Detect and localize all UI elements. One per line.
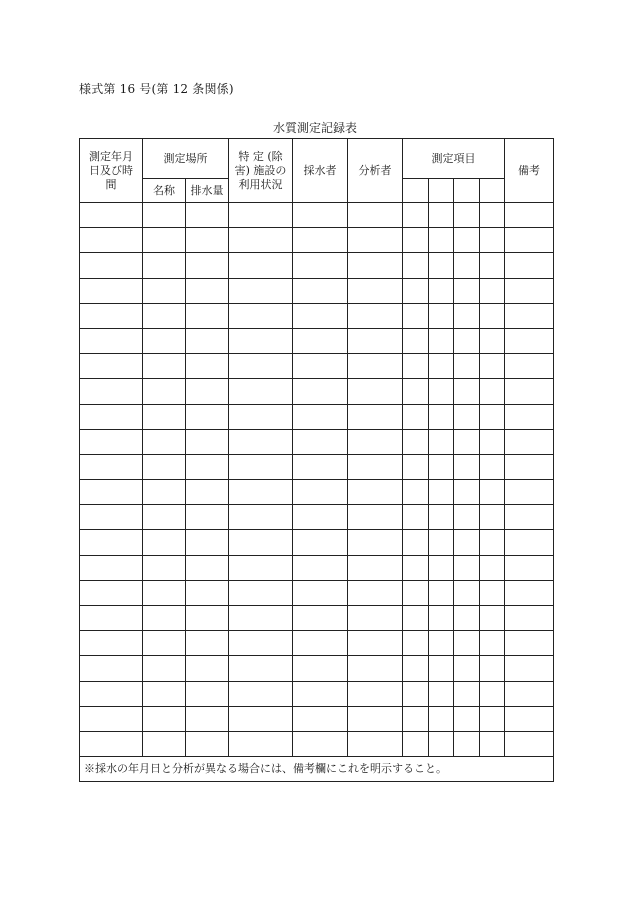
table-row [80, 278, 554, 303]
table-cell[interactable] [293, 253, 348, 278]
table-cell[interactable] [403, 480, 429, 505]
table-row [80, 454, 554, 479]
table-cell[interactable] [454, 731, 480, 756]
table-cell[interactable] [143, 278, 186, 303]
table-cell[interactable] [293, 429, 348, 454]
table-cell[interactable] [429, 429, 454, 454]
table-cell[interactable] [229, 253, 293, 278]
table-cell[interactable] [293, 606, 348, 631]
table-cell[interactable] [186, 404, 229, 429]
table-cell[interactable] [505, 303, 554, 328]
table-cell[interactable] [505, 530, 554, 555]
table-cell[interactable] [454, 631, 480, 656]
table-cell[interactable] [143, 253, 186, 278]
table-cell[interactable] [229, 505, 293, 530]
table-cell[interactable] [80, 555, 143, 580]
table-cell[interactable] [348, 731, 403, 756]
table-cell[interactable] [505, 203, 554, 228]
table-cell[interactable] [186, 429, 229, 454]
table-row [80, 203, 554, 228]
table-cell[interactable] [480, 505, 505, 530]
table-cell[interactable] [480, 731, 505, 756]
table-cell[interactable] [505, 253, 554, 278]
table-cell[interactable] [229, 656, 293, 681]
table-cell[interactable] [454, 530, 480, 555]
table-cell[interactable] [80, 530, 143, 555]
table-row [80, 606, 554, 631]
table-cell[interactable] [454, 228, 480, 253]
table-cell[interactable] [80, 681, 143, 706]
table-cell[interactable] [229, 555, 293, 580]
table-cell[interactable] [480, 631, 505, 656]
table-cell[interactable] [348, 429, 403, 454]
table-cell[interactable] [293, 580, 348, 605]
table-cell[interactable] [348, 404, 403, 429]
table-cell[interactable] [80, 656, 143, 681]
table-cell[interactable] [143, 656, 186, 681]
header-remarks: 備考 [505, 139, 554, 203]
table-cell[interactable] [186, 278, 229, 303]
table-cell[interactable] [348, 303, 403, 328]
table-cell[interactable] [429, 706, 454, 731]
table-cell[interactable] [348, 555, 403, 580]
table-cell[interactable] [293, 555, 348, 580]
table-cell[interactable] [505, 505, 554, 530]
table-cell[interactable] [403, 228, 429, 253]
table-cell[interactable] [505, 429, 554, 454]
table-cell[interactable] [403, 681, 429, 706]
header-items: 測定項目 [403, 139, 505, 179]
table-cell[interactable] [480, 706, 505, 731]
table-cell[interactable] [403, 606, 429, 631]
table-cell[interactable] [403, 580, 429, 605]
table-cell[interactable] [403, 454, 429, 479]
table-cell[interactable] [429, 731, 454, 756]
table-row [80, 706, 554, 731]
table-cell[interactable] [505, 606, 554, 631]
table-cell[interactable] [403, 731, 429, 756]
table-cell[interactable] [505, 404, 554, 429]
table-cell[interactable] [143, 580, 186, 605]
table-cell[interactable] [143, 480, 186, 505]
table-cell[interactable] [505, 454, 554, 479]
table-cell[interactable] [454, 253, 480, 278]
table-row [80, 379, 554, 404]
table-cell[interactable] [80, 606, 143, 631]
table-cell[interactable] [80, 228, 143, 253]
table-cell[interactable] [480, 656, 505, 681]
table-cell[interactable] [429, 454, 454, 479]
table-cell[interactable] [293, 354, 348, 379]
table-cell[interactable] [143, 731, 186, 756]
table-cell[interactable] [229, 429, 293, 454]
table-cell[interactable] [348, 480, 403, 505]
header-sampler: 採水者 [293, 139, 348, 203]
table-cell[interactable] [505, 379, 554, 404]
table-cell[interactable] [293, 706, 348, 731]
table-cell[interactable] [80, 731, 143, 756]
table-cell[interactable] [229, 706, 293, 731]
table-cell[interactable] [480, 253, 505, 278]
table-cell[interactable] [186, 354, 229, 379]
form-number: 様式第 16 号(第 12 条関係) [79, 82, 234, 96]
table-cell[interactable] [143, 379, 186, 404]
table-cell[interactable] [348, 530, 403, 555]
table-cell[interactable] [143, 505, 186, 530]
table-cell[interactable] [293, 454, 348, 479]
table-cell[interactable] [348, 631, 403, 656]
table-cell[interactable] [80, 505, 143, 530]
table-cell[interactable] [186, 328, 229, 353]
table-cell[interactable] [293, 480, 348, 505]
table-cell[interactable] [186, 681, 229, 706]
table-cell[interactable] [429, 480, 454, 505]
table-cell[interactable] [403, 404, 429, 429]
table-cell[interactable] [80, 203, 143, 228]
table-cell[interactable] [80, 631, 143, 656]
table-cell[interactable] [429, 656, 454, 681]
table-cell[interactable] [348, 656, 403, 681]
data-rows [80, 203, 554, 757]
table-cell[interactable] [80, 253, 143, 278]
table-cell[interactable] [229, 404, 293, 429]
table-cell[interactable] [348, 328, 403, 353]
table-cell[interactable] [348, 706, 403, 731]
table-cell[interactable] [186, 505, 229, 530]
table-cell[interactable] [186, 731, 229, 756]
header-location-discharge: 排水量 [186, 179, 229, 203]
table-cell[interactable] [293, 681, 348, 706]
table-cell[interactable] [480, 580, 505, 605]
table-cell[interactable] [293, 505, 348, 530]
table-cell[interactable] [229, 580, 293, 605]
table-cell[interactable] [348, 278, 403, 303]
table-cell[interactable] [143, 681, 186, 706]
table-cell[interactable] [480, 530, 505, 555]
header-analyst: 分析者 [348, 139, 403, 203]
table-cell[interactable] [403, 530, 429, 555]
table-cell[interactable] [80, 354, 143, 379]
table-cell[interactable] [293, 656, 348, 681]
table-cell[interactable] [293, 731, 348, 756]
table-cell[interactable] [293, 203, 348, 228]
table-row [80, 354, 554, 379]
table-cell[interactable] [429, 580, 454, 605]
table-cell[interactable] [454, 606, 480, 631]
table-cell[interactable] [480, 379, 505, 404]
table-cell[interactable] [429, 253, 454, 278]
table-row [80, 328, 554, 353]
table-cell[interactable] [480, 429, 505, 454]
table-cell[interactable] [454, 555, 480, 580]
table-cell[interactable] [143, 354, 186, 379]
table-row [80, 631, 554, 656]
table-cell[interactable] [80, 454, 143, 479]
table-cell[interactable] [403, 203, 429, 228]
table-cell[interactable] [480, 480, 505, 505]
table-row [80, 480, 554, 505]
table-cell[interactable] [403, 303, 429, 328]
table-cell[interactable] [186, 480, 229, 505]
table-cell[interactable] [348, 454, 403, 479]
table-cell[interactable] [480, 555, 505, 580]
table-cell[interactable] [229, 379, 293, 404]
table-cell[interactable] [429, 328, 454, 353]
table-cell[interactable] [429, 228, 454, 253]
table-cell[interactable] [143, 606, 186, 631]
table-cell[interactable] [80, 580, 143, 605]
table-cell[interactable] [348, 580, 403, 605]
header-item-2 [429, 179, 454, 203]
table-row [80, 681, 554, 706]
table-cell[interactable] [403, 354, 429, 379]
table-cell[interactable] [454, 580, 480, 605]
table-cell[interactable] [293, 228, 348, 253]
table-cell[interactable] [229, 278, 293, 303]
table-cell[interactable] [505, 555, 554, 580]
form-title: 水質測定記録表 [272, 121, 357, 135]
table-cell[interactable] [454, 656, 480, 681]
table-cell[interactable] [454, 480, 480, 505]
table-cell[interactable] [143, 555, 186, 580]
table-cell[interactable] [186, 228, 229, 253]
table-cell[interactable] [480, 606, 505, 631]
table-cell[interactable] [403, 555, 429, 580]
table-cell[interactable] [143, 328, 186, 353]
table-cell[interactable] [186, 203, 229, 228]
table-cell[interactable] [454, 278, 480, 303]
table-cell[interactable] [293, 530, 348, 555]
table-cell[interactable] [229, 480, 293, 505]
table-cell[interactable] [143, 454, 186, 479]
table-cell[interactable] [403, 706, 429, 731]
table-cell[interactable] [454, 429, 480, 454]
table-cell[interactable] [505, 631, 554, 656]
table-cell[interactable] [480, 404, 505, 429]
table-cell[interactable] [454, 354, 480, 379]
table-cell[interactable] [229, 681, 293, 706]
table-cell[interactable] [293, 379, 348, 404]
header-item-1 [403, 179, 429, 203]
table-cell[interactable] [505, 228, 554, 253]
table-cell[interactable] [143, 530, 186, 555]
table-cell[interactable] [80, 379, 143, 404]
table-row [80, 731, 554, 756]
table-row [80, 253, 554, 278]
header-item-4 [480, 179, 505, 203]
table-cell[interactable] [348, 505, 403, 530]
table-cell[interactable] [480, 454, 505, 479]
table-row [80, 404, 554, 429]
table-cell[interactable] [348, 253, 403, 278]
table-cell[interactable] [505, 580, 554, 605]
table-cell[interactable] [429, 631, 454, 656]
table-cell[interactable] [403, 379, 429, 404]
table-row [80, 505, 554, 530]
table-cell[interactable] [80, 706, 143, 731]
table-cell[interactable] [480, 278, 505, 303]
table-cell[interactable] [293, 328, 348, 353]
table-cell[interactable] [293, 278, 348, 303]
header-location-name: 名称 [143, 179, 186, 203]
table-row [80, 656, 554, 681]
table-cell[interactable] [80, 404, 143, 429]
table-cell[interactable] [505, 328, 554, 353]
table-cell[interactable] [505, 706, 554, 731]
table-cell[interactable] [454, 681, 480, 706]
table-cell[interactable] [505, 681, 554, 706]
table-cell[interactable] [80, 328, 143, 353]
table-cell[interactable] [143, 631, 186, 656]
table-cell[interactable] [454, 404, 480, 429]
header-item-3 [454, 179, 480, 203]
header-facility-usage: 特 定 (除 害) 施設の 利用状況 [229, 139, 293, 203]
table-cell[interactable] [229, 328, 293, 353]
table-cell[interactable] [186, 253, 229, 278]
table-cell[interactable] [80, 480, 143, 505]
table-cell[interactable] [454, 303, 480, 328]
table-cell[interactable] [454, 454, 480, 479]
table-cell[interactable] [229, 228, 293, 253]
table-cell[interactable] [186, 656, 229, 681]
table-cell[interactable] [429, 303, 454, 328]
table-cell[interactable] [348, 606, 403, 631]
table-cell[interactable] [229, 631, 293, 656]
table-cell[interactable] [505, 480, 554, 505]
table-cell[interactable] [186, 303, 229, 328]
table-cell[interactable] [505, 354, 554, 379]
table-cell[interactable] [429, 278, 454, 303]
table-cell[interactable] [403, 429, 429, 454]
table-cell[interactable] [429, 555, 454, 580]
table-cell[interactable] [348, 228, 403, 253]
table-cell[interactable] [403, 656, 429, 681]
table-cell[interactable] [143, 429, 186, 454]
table-cell[interactable] [480, 228, 505, 253]
table-cell[interactable] [186, 555, 229, 580]
table-cell[interactable] [186, 454, 229, 479]
table-cell[interactable] [454, 328, 480, 353]
table-cell[interactable] [505, 278, 554, 303]
table-cell[interactable] [429, 681, 454, 706]
table-cell[interactable] [293, 303, 348, 328]
table-row [80, 429, 554, 454]
table-cell[interactable] [403, 278, 429, 303]
table-cell[interactable] [480, 354, 505, 379]
table-cell[interactable] [186, 606, 229, 631]
table-cell[interactable] [143, 404, 186, 429]
table-cell[interactable] [186, 530, 229, 555]
table-cell[interactable] [403, 505, 429, 530]
table-row [80, 580, 554, 605]
table-cell[interactable] [429, 379, 454, 404]
table-cell[interactable] [403, 328, 429, 353]
table-cell[interactable] [454, 203, 480, 228]
table-cell[interactable] [429, 606, 454, 631]
table-cell[interactable] [480, 203, 505, 228]
table-cell[interactable] [480, 303, 505, 328]
table-cell[interactable] [229, 454, 293, 479]
table-cell[interactable] [143, 228, 186, 253]
table-cell[interactable] [403, 631, 429, 656]
table-cell[interactable] [454, 379, 480, 404]
table-cell[interactable] [348, 203, 403, 228]
table-cell[interactable] [429, 203, 454, 228]
table-cell[interactable] [429, 354, 454, 379]
table-cell[interactable] [429, 505, 454, 530]
table-cell[interactable] [143, 203, 186, 228]
table-cell[interactable] [348, 354, 403, 379]
table-cell[interactable] [186, 706, 229, 731]
table-cell[interactable] [348, 379, 403, 404]
table-cell[interactable] [80, 278, 143, 303]
table-cell[interactable] [480, 328, 505, 353]
table-cell[interactable] [505, 731, 554, 756]
table-cell[interactable] [229, 731, 293, 756]
table-cell[interactable] [80, 429, 143, 454]
table-row [80, 228, 554, 253]
table-cell[interactable] [505, 656, 554, 681]
table-cell[interactable] [429, 530, 454, 555]
table-cell[interactable] [186, 580, 229, 605]
table-cell[interactable] [454, 706, 480, 731]
table-cell[interactable] [293, 404, 348, 429]
table-cell[interactable] [229, 203, 293, 228]
table-row [80, 555, 554, 580]
table-cell[interactable] [480, 681, 505, 706]
table-cell[interactable] [348, 681, 403, 706]
table-cell[interactable] [403, 253, 429, 278]
table-cell[interactable] [143, 706, 186, 731]
table-cell[interactable] [229, 530, 293, 555]
table-cell[interactable] [186, 631, 229, 656]
record-table [79, 138, 554, 782]
table-cell[interactable] [454, 505, 480, 530]
table-cell[interactable] [293, 631, 348, 656]
table-cell[interactable] [229, 354, 293, 379]
header-date: 測定年月 日及び時 間 [80, 139, 143, 203]
table-cell[interactable] [429, 404, 454, 429]
header-location: 測定場所 [143, 139, 229, 179]
table-row [80, 303, 554, 328]
table-cell[interactable] [143, 303, 186, 328]
table-cell[interactable] [229, 606, 293, 631]
table-row [80, 530, 554, 555]
table-cell[interactable] [229, 303, 293, 328]
footnote: ※採水の年月日と分析が異なる場合には、備考欄にこれを明示すること。 [80, 757, 554, 782]
table-cell[interactable] [80, 303, 143, 328]
table-cell[interactable] [186, 379, 229, 404]
